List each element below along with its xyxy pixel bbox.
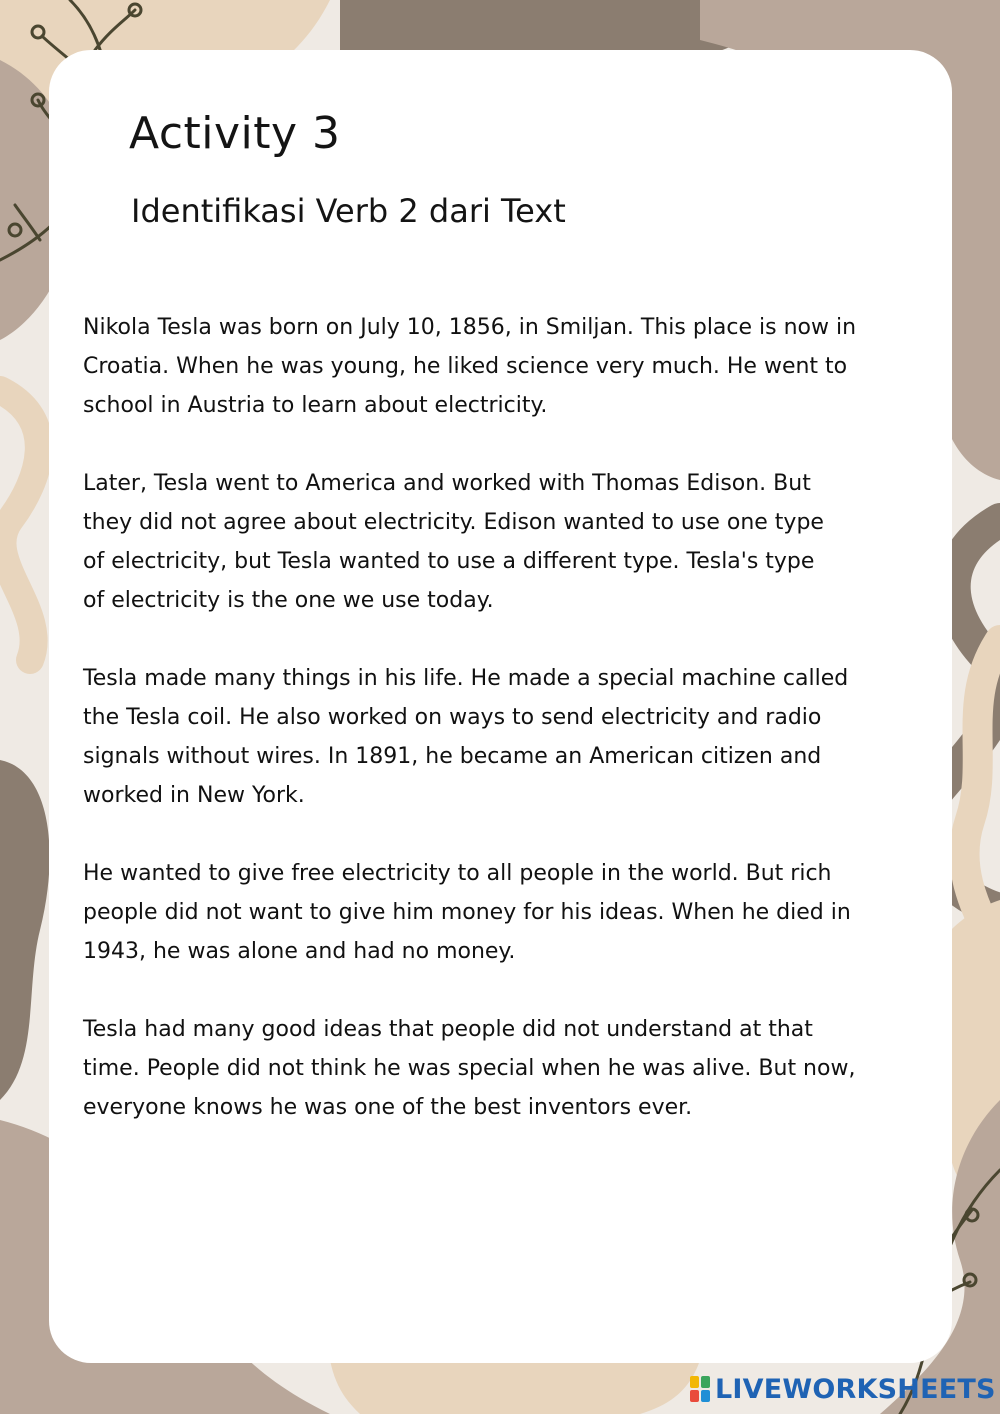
paragraph-4: He wanted to give free electricity to all people in the world. But rich people did not want to give him money for his ideas. When he died in 1943, he was alone and had no money. <box>83 861 851 964</box>
page-subtitle: Identifikasi Verb 2 dari Text <box>131 192 566 230</box>
reading-text <box>83 308 923 1166</box>
liveworksheets-logo[interactable] <box>690 1372 996 1406</box>
page-title: Activity 3 <box>129 108 341 159</box>
light-blob-bottom <box>330 1360 700 1414</box>
logo-text: LIVEWORKSHEETS <box>715 1373 996 1405</box>
paragraph-3: Tesla made many things in his life. He made a special machine called the Tesla coil. He also worked on ways to send electricity and radio signals without wires. In 1891, he became an American citizen and worked in New York. <box>83 666 849 808</box>
paragraph-2: Later, Tesla went to America and worked with Thomas Edison. But they did not agree about electricity. Edison wanted to use one type of electricity, but Tesla wanted to use a different type. Tesla's type of electricity is the one we use today. <box>83 471 824 613</box>
worksheet-card <box>49 50 952 1363</box>
logo-mark-square-3 <box>690 1390 699 1402</box>
dark-blob-left <box>0 760 50 1100</box>
paragraph-5: Tesla had many good ideas that people did not understand at that time. People did not think he was special when he was alive. But now, everyone knows he was one of the best inventors ever. <box>83 1017 856 1120</box>
logo-mark-square-2 <box>701 1376 710 1388</box>
liveworksheets-logo-icon <box>690 1376 710 1402</box>
dark-blob-top <box>340 0 760 55</box>
logo-mark-square-1 <box>690 1376 699 1388</box>
logo-mark-square-4 <box>701 1390 710 1402</box>
light-wave-left <box>0 390 39 660</box>
paragraph-1: Nikola Tesla was born on July 10, 1856, in Smiljan. This place is now in Croatia. When he was young, he liked science very much. He went to school in Austria to learn about electricity. <box>83 315 857 418</box>
